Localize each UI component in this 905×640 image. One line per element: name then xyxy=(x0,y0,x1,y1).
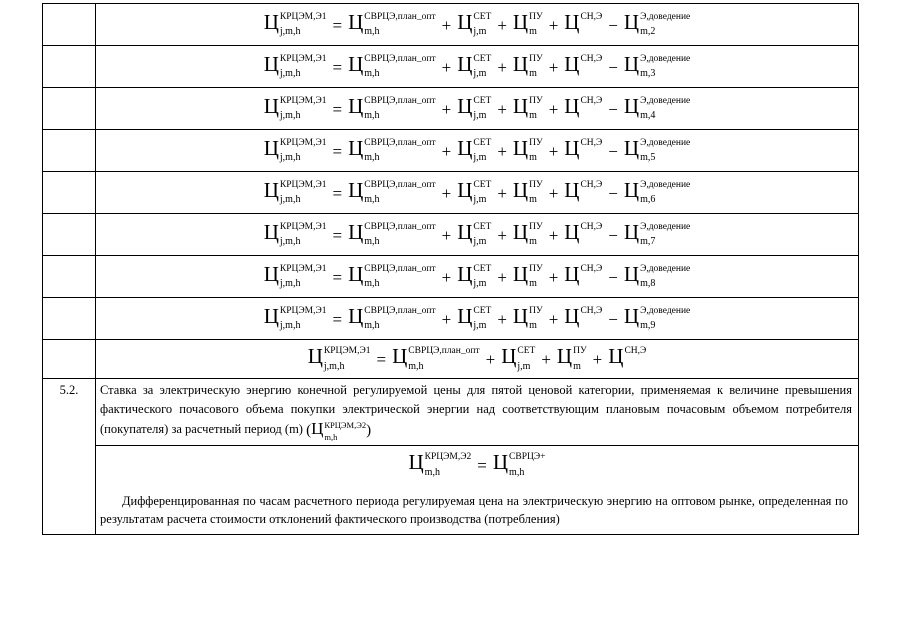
price-symbol: Ц xyxy=(623,219,640,244)
subscript: m xyxy=(573,360,581,372)
superscript: СЕТ xyxy=(473,179,492,190)
number-cell xyxy=(43,340,96,379)
subscript: j,m xyxy=(517,360,531,372)
plus-sign: + xyxy=(548,99,559,119)
price-symbol: Ц xyxy=(623,93,640,118)
subscript: j,m,h xyxy=(279,278,301,290)
subscript: m xyxy=(529,26,537,38)
superscript: ПУ xyxy=(529,11,543,22)
superscript: КРЦЭМ,Э1 xyxy=(279,53,327,64)
formula-table xyxy=(42,3,859,535)
superscript: Э,доведение xyxy=(640,137,691,148)
superscript: СН,Э xyxy=(580,179,603,190)
equals-sign: = xyxy=(332,225,343,245)
price-symbol: Ц xyxy=(457,135,473,160)
minus-sign: − xyxy=(608,99,618,119)
price-symbol: Ц xyxy=(457,303,473,328)
number-cell xyxy=(43,256,96,298)
plus-sign: + xyxy=(497,15,507,35)
plus-sign: + xyxy=(497,267,507,287)
superscript: Э,доведение xyxy=(640,11,691,22)
price-symbol: Ц xyxy=(512,135,529,160)
formula-row xyxy=(43,256,859,298)
formula-row xyxy=(43,340,859,379)
formula-cell xyxy=(96,172,859,214)
subscript: j,m xyxy=(473,152,487,164)
formula xyxy=(96,219,858,248)
formula-row xyxy=(43,46,859,88)
equals-sign: = xyxy=(332,141,343,161)
subscript: m xyxy=(529,68,537,80)
superscript: ПУ xyxy=(529,137,543,148)
subscript: j,m,h xyxy=(279,152,301,164)
plus-sign: + xyxy=(441,225,452,245)
equals-sign: = xyxy=(332,99,343,119)
subscript: m,h xyxy=(408,360,424,372)
number-cell xyxy=(43,130,96,172)
price-symbol: Ц xyxy=(512,219,529,244)
price-symbol: Ц xyxy=(408,450,424,475)
price-symbol: Ц xyxy=(564,93,580,118)
superscript: СН,Э xyxy=(580,305,603,316)
plus-sign: + xyxy=(485,350,496,370)
equals-sign: = xyxy=(332,267,343,287)
superscript: ПУ xyxy=(529,263,543,274)
price-symbol: Ц xyxy=(263,135,279,160)
subscript: m,6 xyxy=(640,194,656,206)
subscript: m xyxy=(529,236,537,248)
price-symbol: Ц xyxy=(263,51,279,76)
superscript: ПУ xyxy=(529,53,543,64)
subscript: m xyxy=(529,320,537,332)
price-symbol: Ц xyxy=(311,419,324,438)
superscript: ПУ xyxy=(529,305,543,316)
superscript: КРЦЭМ,Э1 xyxy=(279,137,327,148)
superscript: СВРЦЭ,план_опт xyxy=(364,53,436,64)
subscript: j,m xyxy=(473,320,487,332)
superscript: СВРЦЭ,план_опт xyxy=(364,305,436,316)
superscript: СН,Э xyxy=(580,263,603,274)
superscript: Э,доведение xyxy=(640,53,691,64)
subscript: m xyxy=(529,278,537,290)
superscript: КРЦЭМ,Э1 xyxy=(279,263,327,274)
price-symbol: Ц xyxy=(263,303,279,328)
superscript: КРЦЭМ,Э1 xyxy=(279,305,327,316)
superscript: СЕТ xyxy=(473,221,492,232)
plus-sign: + xyxy=(592,350,603,370)
price-symbol: Ц xyxy=(348,135,364,160)
subscript: m,2 xyxy=(640,26,656,38)
price-symbol: Ц xyxy=(623,135,640,160)
plus-sign: + xyxy=(548,309,559,329)
minus-sign: − xyxy=(608,15,618,35)
subscript: j,m,h xyxy=(279,68,301,80)
superscript: СН,Э xyxy=(580,53,603,64)
section-text-cell xyxy=(96,379,859,446)
price-symbol: Ц xyxy=(457,9,473,34)
price-symbol: Ц xyxy=(623,177,640,202)
subscript: m,h xyxy=(364,278,380,290)
superscript: Э,доведение xyxy=(640,221,691,232)
formula-cell xyxy=(96,340,859,379)
price-symbol: Ц xyxy=(263,177,279,202)
formula-cell xyxy=(96,256,859,298)
subscript: m xyxy=(529,110,537,122)
plus-sign: + xyxy=(497,225,507,245)
plus-sign: + xyxy=(548,15,559,35)
plus-sign: + xyxy=(441,141,452,161)
price-symbol: Ц xyxy=(512,303,529,328)
equals-sign: = xyxy=(376,350,387,370)
superscript: КРЦЭМ,Э1 xyxy=(279,95,327,106)
superscript: СН,Э xyxy=(580,95,603,106)
subscript: m,h xyxy=(424,466,440,478)
number-cell xyxy=(43,172,96,214)
price-symbol: Ц xyxy=(457,219,473,244)
subscript: j,m xyxy=(473,278,487,290)
minus-sign: − xyxy=(608,57,618,77)
price-symbol: Ц xyxy=(623,9,640,34)
plus-sign: + xyxy=(548,57,559,77)
superscript: КРЦЭМ,Э1 xyxy=(279,179,327,190)
number-cell xyxy=(43,298,96,340)
price-symbol: Ц xyxy=(564,219,580,244)
subscript: m,8 xyxy=(640,278,656,290)
subscript: m,5 xyxy=(640,152,656,164)
price-symbol: Ц xyxy=(392,344,408,369)
plus-sign: + xyxy=(541,350,551,370)
plus-sign: + xyxy=(497,99,507,119)
superscript: КРЦЭМ,Э1 xyxy=(323,346,371,357)
price-symbol: Ц xyxy=(564,303,580,328)
price-symbol: Ц xyxy=(348,303,364,328)
superscript: СЕТ xyxy=(473,305,492,316)
subscript: j,m xyxy=(473,194,487,206)
superscript: СВРЦЭ,план_опт xyxy=(364,221,436,232)
inline-formula: (Ц КРЦЭМ,Э2 m,h ) xyxy=(306,419,372,442)
superscript: КРЦЭМ,Э2 xyxy=(424,452,472,463)
subscript: m,h xyxy=(324,431,338,442)
number-cell xyxy=(43,4,96,46)
section-row xyxy=(43,379,859,446)
price-symbol: Ц xyxy=(492,450,509,475)
formula xyxy=(96,9,858,38)
formula-row xyxy=(43,88,859,130)
formula xyxy=(96,93,858,122)
equals-sign: = xyxy=(477,455,487,475)
formula-row xyxy=(43,298,859,340)
equals-sign: = xyxy=(332,15,343,35)
subscript: j,m,h xyxy=(279,236,301,248)
price-symbol: Ц xyxy=(263,9,279,34)
subscript: m,h xyxy=(364,152,380,164)
subscript: m xyxy=(529,152,537,164)
superscript: ПУ xyxy=(529,221,543,232)
plus-sign: + xyxy=(441,99,452,119)
minus-sign: − xyxy=(608,309,618,329)
superscript: КРЦЭМ,Э1 xyxy=(279,11,327,22)
price-symbol: Ц xyxy=(564,9,580,34)
superscript: СН,Э xyxy=(624,346,647,357)
price-symbol: Ц xyxy=(457,93,473,118)
formula-e2 xyxy=(96,446,858,478)
superscript: СЕТ xyxy=(473,137,492,148)
superscript: СЕТ xyxy=(517,346,536,357)
plus-sign: + xyxy=(497,141,507,161)
subscript: m,h xyxy=(364,110,380,122)
formula-row xyxy=(43,4,859,46)
subscript: m xyxy=(529,194,537,206)
formula xyxy=(96,303,858,332)
section-formula-row xyxy=(43,446,859,535)
superscript: ПУ xyxy=(529,179,543,190)
price-symbol: Ц xyxy=(512,51,529,76)
minus-sign: − xyxy=(608,225,618,245)
subscript: m,9 xyxy=(640,320,656,332)
superscript: ПУ xyxy=(529,95,543,106)
price-symbol: Ц xyxy=(457,51,473,76)
minus-sign: − xyxy=(608,267,618,287)
number-cell xyxy=(43,88,96,130)
superscript: Э,доведение xyxy=(640,305,691,316)
plus-sign: + xyxy=(548,141,559,161)
section-paragraph xyxy=(96,379,858,445)
formula-cell xyxy=(96,214,859,256)
formula-cell xyxy=(96,130,859,172)
superscript: СЕТ xyxy=(473,95,492,106)
price-symbol: Ц xyxy=(348,177,364,202)
superscript: КРЦЭМ,Э1 xyxy=(279,221,327,232)
subscript: j,m,h xyxy=(279,194,301,206)
number-cell xyxy=(43,46,96,88)
formula-cell xyxy=(96,88,859,130)
formula-row xyxy=(43,130,859,172)
subscript: m,h xyxy=(364,26,380,38)
subscript: j,m xyxy=(473,236,487,248)
price-symbol: Ц xyxy=(263,93,279,118)
superscript: СВРЦЭ+ xyxy=(509,452,546,463)
superscript: СВРЦЭ,план_опт xyxy=(364,179,436,190)
section-formula-cell xyxy=(96,446,859,535)
formula-cell xyxy=(96,4,859,46)
minus-sign: − xyxy=(608,141,618,161)
subscript: j,m xyxy=(473,68,487,80)
subscript: m,h xyxy=(509,466,525,478)
minus-sign: − xyxy=(608,183,618,203)
price-symbol: Ц xyxy=(623,51,640,76)
subscript: j,m,h xyxy=(279,26,301,38)
equals-sign: = xyxy=(332,57,343,77)
price-symbol: Ц xyxy=(348,9,364,34)
superscript: СВРЦЭ,план_опт xyxy=(364,137,436,148)
plus-sign: + xyxy=(441,267,452,287)
number-cell xyxy=(43,214,96,256)
plus-sign: + xyxy=(548,267,559,287)
price-symbol: Ц xyxy=(512,93,529,118)
superscript: Э,доведение xyxy=(640,95,691,106)
formula xyxy=(96,135,858,164)
price-symbol: Ц xyxy=(623,303,640,328)
price-symbol: Ц xyxy=(457,261,473,286)
subscript: m,4 xyxy=(640,110,656,122)
superscript: СВРЦЭ,план_опт xyxy=(364,11,436,22)
superscript: Э,доведение xyxy=(640,263,691,274)
price-symbol: Ц xyxy=(348,219,364,244)
price-symbol: Ц xyxy=(348,51,364,76)
price-symbol: Ц xyxy=(263,219,279,244)
formula xyxy=(96,51,858,80)
subscript: m,h xyxy=(364,236,380,248)
price-symbol: Ц xyxy=(512,9,529,34)
price-symbol: Ц xyxy=(457,177,473,202)
section-text: Ставка за электрическую энергию конечной регулируемой цены для пятой ценовой категории, применяемая к величине превышения фактического почасового объема покупки электрической энергии над соответствующим плановым почасовым объемом потребителя (покупателя) за расчетный период (m) xyxy=(100,383,852,436)
subscript: j,m,h xyxy=(279,320,301,332)
superscript: СВРЦЭ,план_опт xyxy=(408,346,480,357)
subscript: m,h xyxy=(364,194,380,206)
price-symbol: Ц xyxy=(512,261,529,286)
subscript: m,7 xyxy=(640,236,656,248)
equals-sign: = xyxy=(332,183,343,203)
formula-row xyxy=(43,214,859,256)
superscript: СН,Э xyxy=(580,11,603,22)
price-symbol: Ц xyxy=(263,261,279,286)
price-symbol: Ц xyxy=(556,344,573,369)
subscript: j,m,h xyxy=(323,360,345,372)
price-symbol: Ц xyxy=(564,51,580,76)
plus-sign: + xyxy=(441,183,452,203)
subscript: j,m xyxy=(473,26,487,38)
price-symbol: Ц xyxy=(564,261,580,286)
superscript: КРЦЭМ,Э2 xyxy=(324,420,367,431)
superscript: СВРЦЭ,план_опт xyxy=(364,263,436,274)
price-symbol: Ц xyxy=(307,344,323,369)
superscript: Э,доведение xyxy=(640,179,691,190)
plus-sign: + xyxy=(497,309,507,329)
price-symbol: Ц xyxy=(608,344,624,369)
price-symbol: Ц xyxy=(564,135,580,160)
subscript: j,m,h xyxy=(279,110,301,122)
plus-sign: + xyxy=(441,309,452,329)
equals-sign: = xyxy=(332,309,343,329)
description-paragraph: Дифференцированная по часам расчетного периода регулируемая цена на электрическую энергию на оптовом рынке, определенная по результатам расчета стоимости отклонений фактического производства (потребления) xyxy=(100,493,848,527)
plus-sign: + xyxy=(441,15,452,35)
superscript: СВРЦЭ,план_опт xyxy=(364,95,436,106)
price-symbol: Ц xyxy=(512,177,529,202)
formula-cell xyxy=(96,298,859,340)
superscript: СН,Э xyxy=(580,221,603,232)
superscript: СЕТ xyxy=(473,11,492,22)
subscript: m,h xyxy=(364,320,380,332)
formula xyxy=(96,261,858,290)
superscript: ПУ xyxy=(573,346,587,357)
price-symbol: Ц xyxy=(348,93,364,118)
formula-row xyxy=(43,172,859,214)
plus-sign: + xyxy=(497,57,507,77)
section-number: 5.2. xyxy=(43,379,96,535)
plus-sign: + xyxy=(548,183,559,203)
price-symbol: Ц xyxy=(501,344,517,369)
formula xyxy=(96,177,858,206)
superscript: СН,Э xyxy=(580,137,603,148)
plus-sign: + xyxy=(548,225,559,245)
subscript: m,3 xyxy=(640,68,656,80)
superscript: СЕТ xyxy=(473,263,492,274)
price-symbol: Ц xyxy=(623,261,640,286)
subscript: m,h xyxy=(364,68,380,80)
subscript: j,m xyxy=(473,110,487,122)
price-symbol: Ц xyxy=(348,261,364,286)
formula-summary xyxy=(96,346,858,372)
price-symbol: Ц xyxy=(564,177,580,202)
superscript: СЕТ xyxy=(473,53,492,64)
formula-cell xyxy=(96,46,859,88)
plus-sign: + xyxy=(497,183,507,203)
plus-sign: + xyxy=(441,57,452,77)
